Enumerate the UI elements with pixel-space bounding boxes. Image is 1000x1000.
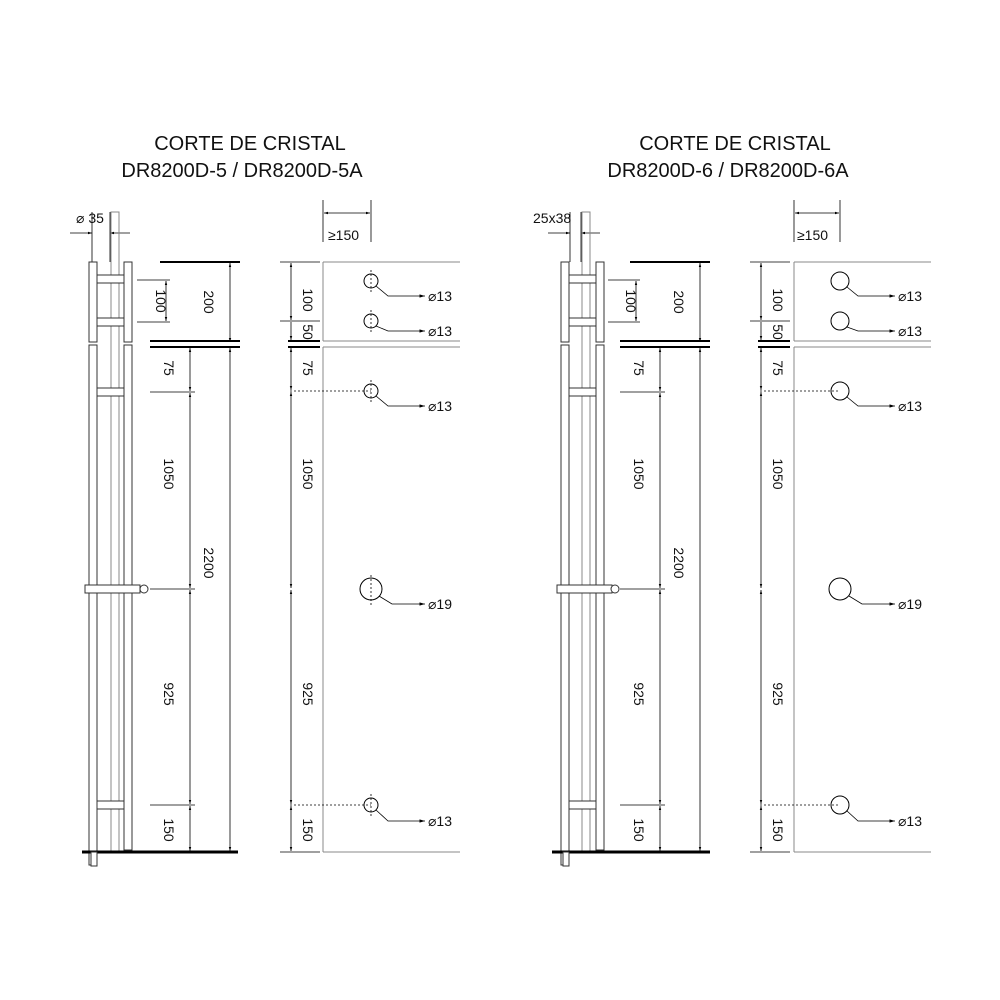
- left-hole-5: ⌀13: [428, 813, 453, 829]
- right-glass-dim-925: 925: [770, 682, 786, 706]
- right-title-line1: CORTE DE CRISTAL: [639, 133, 831, 155]
- left-drawing: [70, 133, 460, 866]
- left-dim-2200: 2200: [201, 547, 217, 579]
- right-hole-2: ⌀13: [898, 323, 923, 339]
- right-drawing: [533, 133, 931, 866]
- left-glass-view: [280, 200, 460, 852]
- left-dim-100: 100: [153, 289, 169, 313]
- left-glass-dim-100: 100: [300, 288, 316, 312]
- right-min-edge-label: ≥150: [797, 227, 829, 243]
- right-glass-dim-75: 75: [770, 360, 786, 376]
- right-dim-150: 150: [631, 818, 647, 842]
- left-glass-dim-925: 925: [300, 682, 316, 706]
- right-dim-200: 200: [671, 290, 687, 314]
- right-hole-4: ⌀19: [898, 596, 923, 612]
- right-handle-size-label: 25x38: [533, 210, 572, 226]
- right-glass-dim-100: 100: [770, 288, 786, 312]
- right-dim-75: 75: [631, 360, 647, 376]
- right-dim-925: 925: [631, 682, 647, 706]
- left-min-edge-label: ≥150: [328, 227, 360, 243]
- right-glass-dim-150: 150: [770, 818, 786, 842]
- left-hole-2: ⌀13: [428, 323, 453, 339]
- right-dim-2200: 2200: [671, 547, 687, 579]
- left-hole-4: ⌀19: [428, 596, 453, 612]
- left-hole-3: ⌀13: [428, 398, 453, 414]
- left-glass-dim-150: 150: [300, 818, 316, 842]
- right-glass-view: [750, 200, 931, 852]
- left-glass-dim-1050: 1050: [300, 458, 316, 490]
- left-hole-1: ⌀13: [428, 288, 453, 304]
- right-glass-dim-1050: 1050: [770, 458, 786, 490]
- left-handle-size-dimension: [70, 210, 130, 262]
- left-dim-1050: 1050: [161, 458, 177, 490]
- left-side-dimensions: [137, 262, 240, 851]
- left-glass-dim-50: 50: [300, 324, 316, 340]
- right-title-line2: DR8200D-6 / DR8200D-6A: [607, 160, 849, 182]
- left-dim-150: 150: [161, 818, 177, 842]
- right-hole-1: ⌀13: [898, 288, 923, 304]
- right-hole-5: ⌀13: [898, 813, 923, 829]
- left-title-line1: CORTE DE CRISTAL: [154, 133, 346, 155]
- left-handle-size-label: ⌀ 35: [76, 210, 104, 226]
- left-title-line2: DR8200D-5 / DR8200D-5A: [121, 160, 363, 182]
- right-dim-100: 100: [623, 289, 639, 313]
- left-dim-200: 200: [201, 290, 217, 314]
- left-glass-dim-75: 75: [300, 360, 316, 376]
- right-glass-dim-50: 50: [770, 324, 786, 340]
- right-hole-3: ⌀13: [898, 398, 923, 414]
- right-side-dimensions: [608, 262, 710, 851]
- left-dim-75: 75: [161, 360, 177, 376]
- left-dim-925: 925: [161, 682, 177, 706]
- right-dim-1050: 1050: [631, 458, 647, 490]
